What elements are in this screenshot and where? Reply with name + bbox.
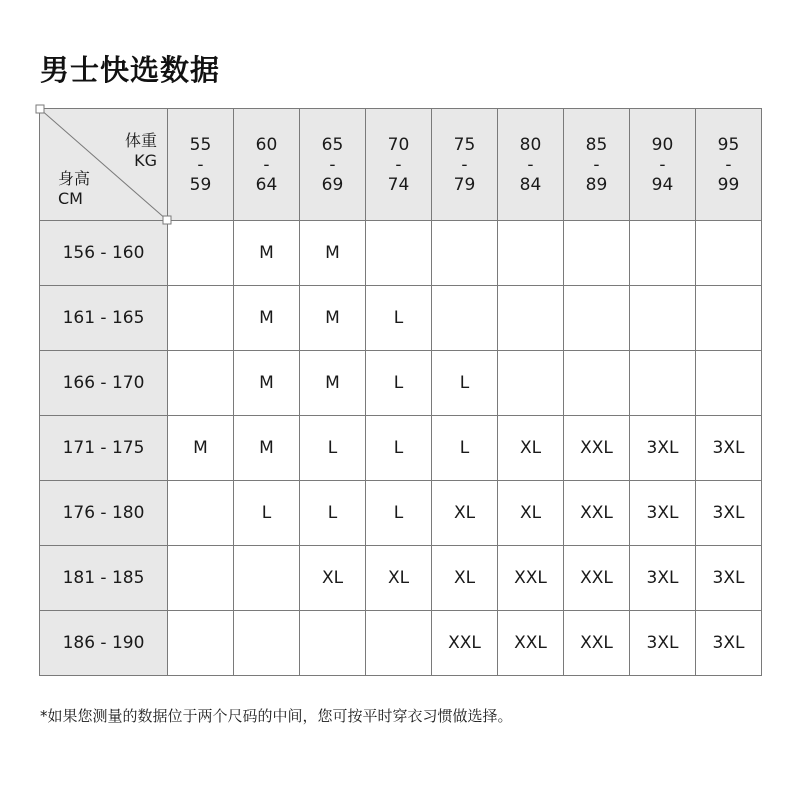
- weight-unit: KG: [134, 151, 157, 170]
- size-cell: XXL: [564, 481, 630, 546]
- size-cell: XXL: [498, 546, 564, 611]
- size-cell: XXL: [564, 546, 630, 611]
- size-cell: L: [366, 481, 432, 546]
- weight-range-sep: -: [461, 154, 468, 175]
- size-cell: 3XL: [696, 481, 762, 546]
- diagonal-handle-end: [163, 216, 171, 224]
- size-cell: [630, 221, 696, 286]
- table-row: [40, 286, 762, 351]
- size-cell: L: [300, 481, 366, 546]
- size-cell: 3XL: [630, 416, 696, 481]
- size-cell: L: [366, 416, 432, 481]
- weight-range-header: [168, 109, 234, 221]
- size-cell: 3XL: [630, 481, 696, 546]
- size-cell: M: [234, 351, 300, 416]
- size-cell: M: [234, 286, 300, 351]
- size-cell: [168, 286, 234, 351]
- corner-weight-label: [125, 131, 157, 171]
- height-range-header: 171 - 175: [40, 416, 168, 481]
- weight-range-header: [432, 109, 498, 221]
- weight-range-from: 65: [321, 134, 344, 155]
- weight-range-to: 79: [453, 174, 476, 195]
- size-cell: [432, 221, 498, 286]
- size-cell: 3XL: [696, 611, 762, 676]
- header-row: [40, 109, 762, 221]
- size-cell: [498, 351, 564, 416]
- table-row: [40, 546, 762, 611]
- size-cell: [498, 221, 564, 286]
- page-title: 男士快选数据: [40, 53, 221, 87]
- size-cell: XXL: [564, 611, 630, 676]
- size-cell: M: [234, 416, 300, 481]
- size-cell: 3XL: [630, 546, 696, 611]
- size-cell: [564, 221, 630, 286]
- table-row: [40, 221, 762, 286]
- size-cell: XXL: [432, 611, 498, 676]
- size-cell: [696, 286, 762, 351]
- size-cell: [366, 611, 432, 676]
- height-range-header: 161 - 165: [40, 286, 168, 351]
- weight-range-to: 84: [519, 174, 542, 195]
- size-cell: [498, 286, 564, 351]
- size-cell: L: [366, 286, 432, 351]
- weight-range-header: [696, 109, 762, 221]
- height-unit: CM: [58, 189, 83, 208]
- size-cell: M: [300, 351, 366, 416]
- size-cell: XL: [366, 546, 432, 611]
- height-label: 身高: [58, 169, 91, 188]
- size-cell: 3XL: [630, 611, 696, 676]
- size-cell: [696, 351, 762, 416]
- size-cell: [432, 286, 498, 351]
- size-cell: L: [300, 416, 366, 481]
- weight-range-from: 55: [189, 134, 212, 155]
- weight-range-to: 89: [585, 174, 608, 195]
- weight-range-sep: -: [593, 154, 600, 175]
- table-row: [40, 481, 762, 546]
- size-cell: XL: [432, 481, 498, 546]
- size-cell: 3XL: [696, 416, 762, 481]
- weight-range-header: [564, 109, 630, 221]
- weight-range-from: 60: [255, 134, 278, 155]
- size-cell: L: [432, 351, 498, 416]
- size-cell: L: [432, 416, 498, 481]
- size-cell: [168, 611, 234, 676]
- weight-range-sep: -: [329, 154, 336, 175]
- weight-range-to: 59: [189, 174, 212, 195]
- weight-range-sep: -: [197, 154, 204, 175]
- weight-range-to: 94: [651, 174, 674, 195]
- weight-range-sep: -: [395, 154, 402, 175]
- weight-range-header: [498, 109, 564, 221]
- size-cell: [564, 286, 630, 351]
- weight-range-to: 74: [387, 174, 410, 195]
- table-row: [40, 416, 762, 481]
- corner-header-cell: [40, 109, 168, 221]
- size-cell: [234, 546, 300, 611]
- weight-range-to: 99: [717, 174, 740, 195]
- height-range-header: 156 - 160: [40, 221, 168, 286]
- weight-range-header: [300, 109, 366, 221]
- weight-range-to: 64: [255, 174, 278, 195]
- weight-range-sep: -: [725, 154, 732, 175]
- size-cell: [366, 221, 432, 286]
- weight-range-header: [366, 109, 432, 221]
- weight-range-sep: -: [263, 154, 270, 175]
- size-cell: [168, 221, 234, 286]
- size-cell: M: [300, 286, 366, 351]
- table-row: [40, 351, 762, 416]
- table-row: [40, 611, 762, 676]
- weight-range-header: [234, 109, 300, 221]
- size-cell: [630, 286, 696, 351]
- size-cell: L: [234, 481, 300, 546]
- size-cell: [168, 481, 234, 546]
- diagonal-handle-start: [36, 105, 44, 113]
- corner-height-label: [58, 169, 90, 209]
- size-cell: [630, 351, 696, 416]
- size-cell: [168, 351, 234, 416]
- size-cell: [564, 351, 630, 416]
- size-cell: [234, 611, 300, 676]
- weight-range-from: 75: [453, 134, 476, 155]
- weight-range-to: 69: [321, 174, 344, 195]
- size-cell: M: [234, 221, 300, 286]
- weight-range-from: 70: [387, 134, 410, 155]
- size-cell: 3XL: [696, 546, 762, 611]
- size-cell: [300, 611, 366, 676]
- size-cell: [168, 546, 234, 611]
- weight-range-sep: -: [659, 154, 666, 175]
- size-cell: XL: [432, 546, 498, 611]
- footnote: *如果您测量的数据位于两个尺码的中间，您可按平时穿衣习惯做选择。: [40, 707, 513, 725]
- height-range-header: 186 - 190: [40, 611, 168, 676]
- size-cell: XXL: [498, 611, 564, 676]
- size-cell: XL: [498, 416, 564, 481]
- weight-range-sep: -: [527, 154, 534, 175]
- height-range-header: 166 - 170: [40, 351, 168, 416]
- size-cell: M: [300, 221, 366, 286]
- size-cell: XXL: [564, 416, 630, 481]
- weight-range-from: 80: [519, 134, 542, 155]
- weight-range-from: 90: [651, 134, 674, 155]
- height-range-header: 181 - 185: [40, 546, 168, 611]
- weight-range-from: 85: [585, 134, 608, 155]
- weight-label: 体重: [124, 131, 157, 150]
- size-cell: XL: [498, 481, 564, 546]
- weight-range-header: [630, 109, 696, 221]
- size-cell: M: [168, 416, 234, 481]
- size-cell: [696, 221, 762, 286]
- size-cell: L: [366, 351, 432, 416]
- height-range-header: 176 - 180: [40, 481, 168, 546]
- weight-range-from: 95: [717, 134, 740, 155]
- size-chart-table: [39, 108, 762, 676]
- size-cell: XL: [300, 546, 366, 611]
